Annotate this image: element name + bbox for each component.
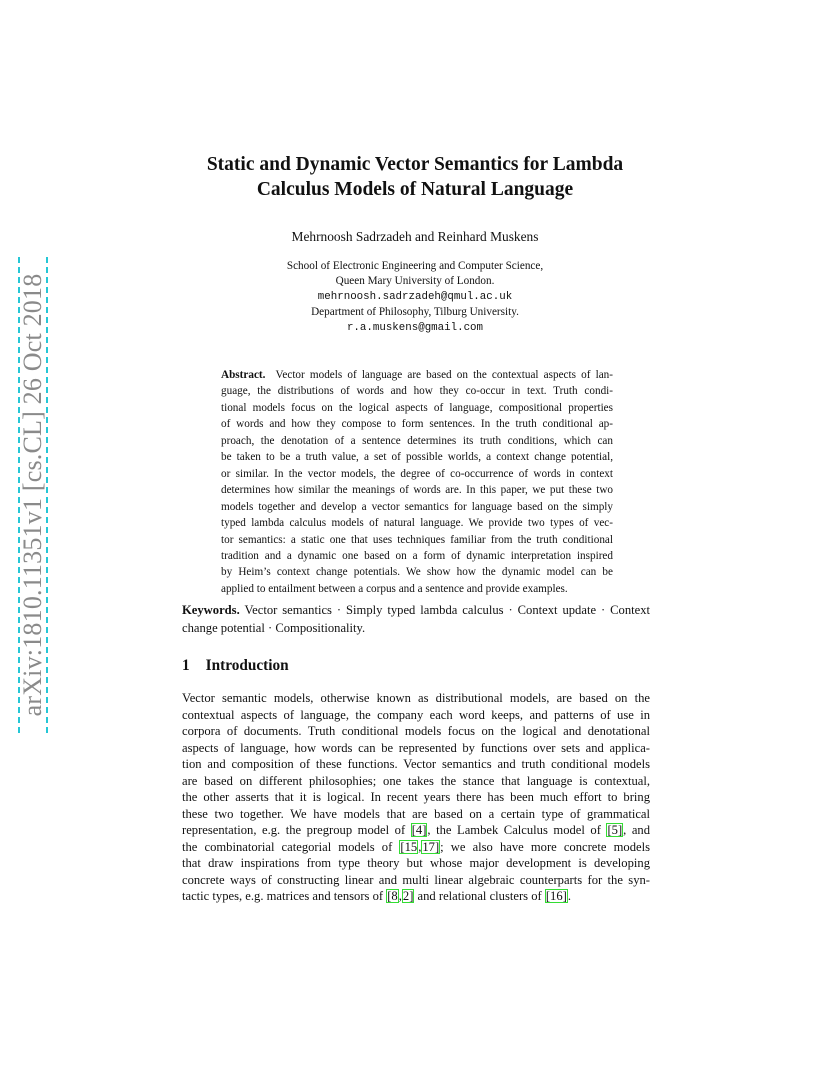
abstract-line: tradition and a dynamic one based on a form of dynamic interpretation inspired <box>221 549 613 562</box>
affiliation-line: Department of Philosophy, Tilburg University. <box>311 306 519 319</box>
body-line <box>182 839 650 856</box>
title-line: Calculus Models of Natural Language <box>256 179 574 200</box>
body-line: contextual aspects of language, the company each word keeps, and patterns of use in <box>182 707 650 722</box>
body-text: representation, e.g. the pregroup model of <box>182 823 411 837</box>
affiliations <box>160 259 670 336</box>
affiliation-line: School of Electronic Engineering and Computer Science, <box>286 260 544 272</box>
body-line: concrete ways of constructing linear and multi linear algebraic counterparts for the syn- <box>182 872 650 887</box>
abstract-line: applied to entailment between a corpus and a sentence and provide examples. <box>221 582 568 595</box>
section-title: Introduction <box>205 657 289 674</box>
abstract-line: guage, the distributions of words and how they co-occur in text. Truth condi- <box>221 385 613 398</box>
body-text: and relational clusters of <box>414 889 545 903</box>
email-link[interactable]: r.a.muskens@gmail.com <box>346 321 484 334</box>
body-text: ; we also have more concrete models <box>440 839 650 854</box>
abstract-line <box>221 367 613 383</box>
body-line <box>182 822 650 839</box>
title-line: Static and Dynamic Vector Semantics for Lambda <box>206 154 624 175</box>
email-link[interactable]: mehrnoosh.sadrzadeh@qmul.ac.uk <box>317 290 513 303</box>
body-line: that draw inspirations from type theory but whose major development is developing <box>182 856 650 870</box>
abstract-line: proach, the denotation of a sentence determines its truth conditions, which can <box>221 434 613 447</box>
abstract-line: typed lambda calculus models of natural language. We provide two types of vec- <box>221 517 613 530</box>
section-number: 1 <box>182 657 190 674</box>
citation-link[interactable]: [15 <box>400 839 418 854</box>
body-line: aspects of language, how words can be represented by functions over sets and applica- <box>182 740 650 755</box>
citation-link[interactable]: 2] <box>402 889 414 903</box>
body-line: corpora of documents. Truth conditional models focus on the logical and denotational <box>182 724 650 738</box>
arxiv-stamp-text: arXiv:1810.11351v1 [cs.CL] 26 Oct 2018 <box>18 273 47 717</box>
body-line: the other asserts that it is logical. In recent years there has been much effort to bring <box>182 790 650 804</box>
keywords-line: change potential · Compositionality. <box>182 620 366 635</box>
body-text: , and <box>623 823 651 837</box>
abstract-line: or similar. In the vector models, the degree of co-occurrence of words in context <box>221 467 613 480</box>
abstract-line: tional models focus on the logical aspects of language, compositional properties <box>221 401 613 414</box>
citation-link[interactable]: [16] <box>545 889 567 903</box>
abstract-line: models together and develop a vector semantics for language based on the simply <box>221 500 613 513</box>
keywords-text: Vector semantics · Simply typed lambda calculus · Context update · Context <box>244 603 651 617</box>
paper-title <box>160 152 670 202</box>
keywords <box>182 602 650 637</box>
keywords-label: Keywords. <box>182 603 240 617</box>
citation-link[interactable]: 17] <box>422 839 440 854</box>
body-line: these two together. We have models that are based on a certain type of grammatical <box>182 806 650 821</box>
intro-paragraph <box>182 690 650 905</box>
body-text: , the Lambek Calculus model of <box>427 823 607 837</box>
abstract-line: determines how similar the meanings of words are. In this paper, we put these two <box>221 484 613 497</box>
citation-link[interactable]: [4] <box>411 823 427 837</box>
body-text: , <box>398 889 402 903</box>
abstract-line: be taken to be a truth value, a set of possible worlds, a context change potential, <box>221 451 613 464</box>
body-line: Vector semantic models, otherwise known as distributional models, are based on the <box>182 691 650 705</box>
authors: Mehrnoosh Sadrzadeh and Reinhard Muskens <box>291 229 539 244</box>
abstract <box>221 367 613 597</box>
abstract-label: Abstract. <box>221 369 266 381</box>
abstract-text: Vector models of language are based on the contextual aspects of lan- <box>275 369 613 381</box>
body-text: tactic types, e.g. matrices and tensors of <box>182 889 387 903</box>
arxiv-stamp <box>18 257 48 733</box>
body-text: . <box>567 889 571 903</box>
body-line: are based on different philosophies; one takes the stance that language is contextual, <box>182 773 650 788</box>
abstract-line: tor semantics: a static one that uses techniques familiar from the truth conditional <box>221 533 613 546</box>
section-heading <box>182 657 289 675</box>
citation-link[interactable]: [8 <box>387 889 398 903</box>
citation-link[interactable]: [5] <box>607 823 623 837</box>
abstract-line: by Heim’s context change potentials. We show how the dynamic model can be <box>221 566 613 579</box>
body-text: the combinatorial categorial models of <box>182 839 400 854</box>
body-line: tion and composition of these functions. Vector semantics and truth conditional models <box>182 757 650 771</box>
affiliation-line: Queen Mary University of London. <box>335 275 495 288</box>
abstract-line: of words and how they compose to form sentences. In the truth conditional ap- <box>221 418 613 431</box>
body-line <box>182 888 650 905</box>
body-text: , <box>418 839 422 854</box>
keywords-line <box>182 602 650 620</box>
